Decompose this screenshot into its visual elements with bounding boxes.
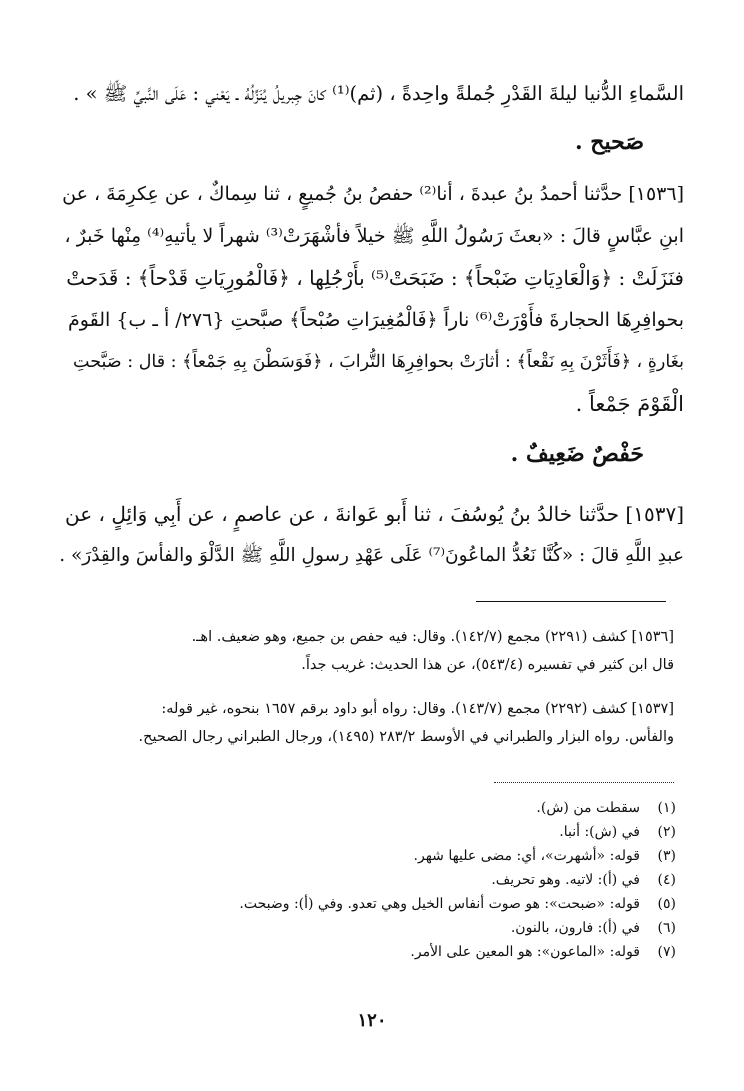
footnote-item [200, 892, 676, 916]
footnote-text: في (أ): لاتيه. وهو تحريف. [491, 872, 640, 888]
hadith-1536-line-3: فنَزَلَتْ : ﴿وَالْعَادِيَاتِ ضَبْحاً﴾ : ضَبَحَتْ⁽⁵⁾ بأَرْجُلِها ، ﴿فَالْمُورِيَاتِ قَدْحاً﴾ : قَدَحتْ [66, 266, 684, 290]
hadith-1536-line-4: بحوافِرِهَا الحجارةَ فأَوْرَتْ⁽⁶⁾ ناراً ﴿فَالْمُغِيرَاتِ صُبْحاً﴾ صبَّحتِ {٢٧٦/ أ ـ ب} القَومَ [68, 309, 684, 331]
footnotes-dotted-separator [494, 782, 674, 783]
grading-sahih: صَحيح . [574, 129, 644, 155]
footnote-number: (٧) [657, 944, 676, 960]
footnote-item [200, 868, 676, 892]
footnote-text: في (أ): فارون، بالنون. [510, 920, 640, 936]
hadith-1536-line-5: بغَارةٍ ، ﴿فَأَثَرْنَ بِهِ نَقْعاً﴾ : أثارَتْ بحوافِرِهَا التُّرابَ ، ﴿فَوَسَطْنَ بِهِ جَمْعاً﴾ : قال : صَبَّحتِ [73, 352, 684, 372]
takhrij-1536-line-2: قال ابن كثير في تفسيره (٥٤٣/٤)، عن هذا الحديث: غريب جداً. [301, 657, 674, 673]
hadith-1536-line-2: ابنِ عبَّاسٍ قالَ : «بعثَ رَسُولُ اللَّهِ ﷺ خيلاً فأشْهَرَتْ⁽³⁾ شهراً لا يأتيهِ⁽⁴⁾ مِنْها خَبرٌ ، [64, 225, 684, 247]
footnote-number: (٦) [657, 920, 676, 936]
footnote-text: سقطت من (ش). [536, 800, 640, 816]
footnote-item [200, 844, 676, 868]
footnote-item [200, 940, 676, 964]
hadith-1537-line-2: عبدِ اللَّهِ قالَ : «كُنَّا نَعُدُّ الماعُونَ⁽⁷⁾ عَلَى عَهْدِ رسولِ اللَّهِ ﷺ الدَّلْوَ والفأسَ والقِدْرَ» . [59, 545, 684, 566]
footnote-item [200, 820, 676, 844]
footnote-separator [476, 601, 666, 602]
footnote-text: في (ش): أنبا. [559, 824, 640, 840]
hadith-1536-line-1: [١٥٣٦] حدَّثنا أحمدُ بنُ عبدةَ ، أنا⁽²⁾ حفصُ بنُ جُميعٍ ، ثنا سِماكٌ ، عن عِكرِمَةَ ، عن [62, 183, 684, 205]
hadith-1537-line-1: [١٥٣٧] حدَّثنا خالدُ بنُ يُوسُفَ ، ثنا أَبو عَوانةَ ، عن عاصمٍ ، عن أَبِي وَائِلٍ ، عن [64, 502, 684, 526]
footnote-text: قوله: «الماعون»: هو المعين على الأمر. [410, 944, 640, 960]
takhrij-1537-line-1: [١٥٣٧] كشف (٢٢٩٢) مجمع (١٤٣/٧). وقال: رواه أبو داود برقم ١٦٥٧ بنحوه، غير قوله: [161, 701, 674, 717]
takhrij-1536-line-1: [١٥٣٦] كشف (٢٢٩١) مجمع (١٤٢/٧). وقال: فيه حفص بن جميع، وهو ضعيف. اهـ. [191, 629, 674, 645]
footnote-item [200, 796, 676, 820]
footnote-number: (٤) [657, 872, 676, 888]
footnote-number: (١) [657, 800, 676, 816]
footnote-list [200, 796, 676, 964]
hadith-1536-line-6: الْقَوْمَ جَمْعاً . [575, 392, 684, 416]
grading-hafs-daif: حَفْصٌ ضَعِيفٌ . [510, 441, 644, 467]
footnote-text: قوله: «ضبحت»: هو صوت أنفاس الخيل وهي تعدو. وفي (أ): وضبحت. [239, 896, 640, 912]
takhrij-1537-line-2: والفأس. رواه البزار والطبراني في الأوسط ٢٨٣/٢ (١٤٩٥)، ورجال الطبراني رجال الصحيح. [138, 729, 674, 745]
footnote-number: (٢) [657, 824, 676, 840]
footnote-item [200, 916, 676, 940]
page-number: ١٢٠ [357, 1010, 387, 1031]
footnote-number: (٣) [657, 848, 676, 864]
continuation-line: السَّماءِ الدُّنيا ليلةَ القَدْرِ جُملةً واحِدةً ، (ثم)⁽¹⁾ كانَ جِبريلُ يُنَزِّلُهُ ـ يَعْني : عَلَى النَّبيِّ ﷺ » . [73, 82, 684, 105]
footnote-number: (٥) [657, 896, 676, 912]
footnote-text: قوله: «أشهرت»، أي: مضى عليها شهر. [413, 848, 640, 864]
